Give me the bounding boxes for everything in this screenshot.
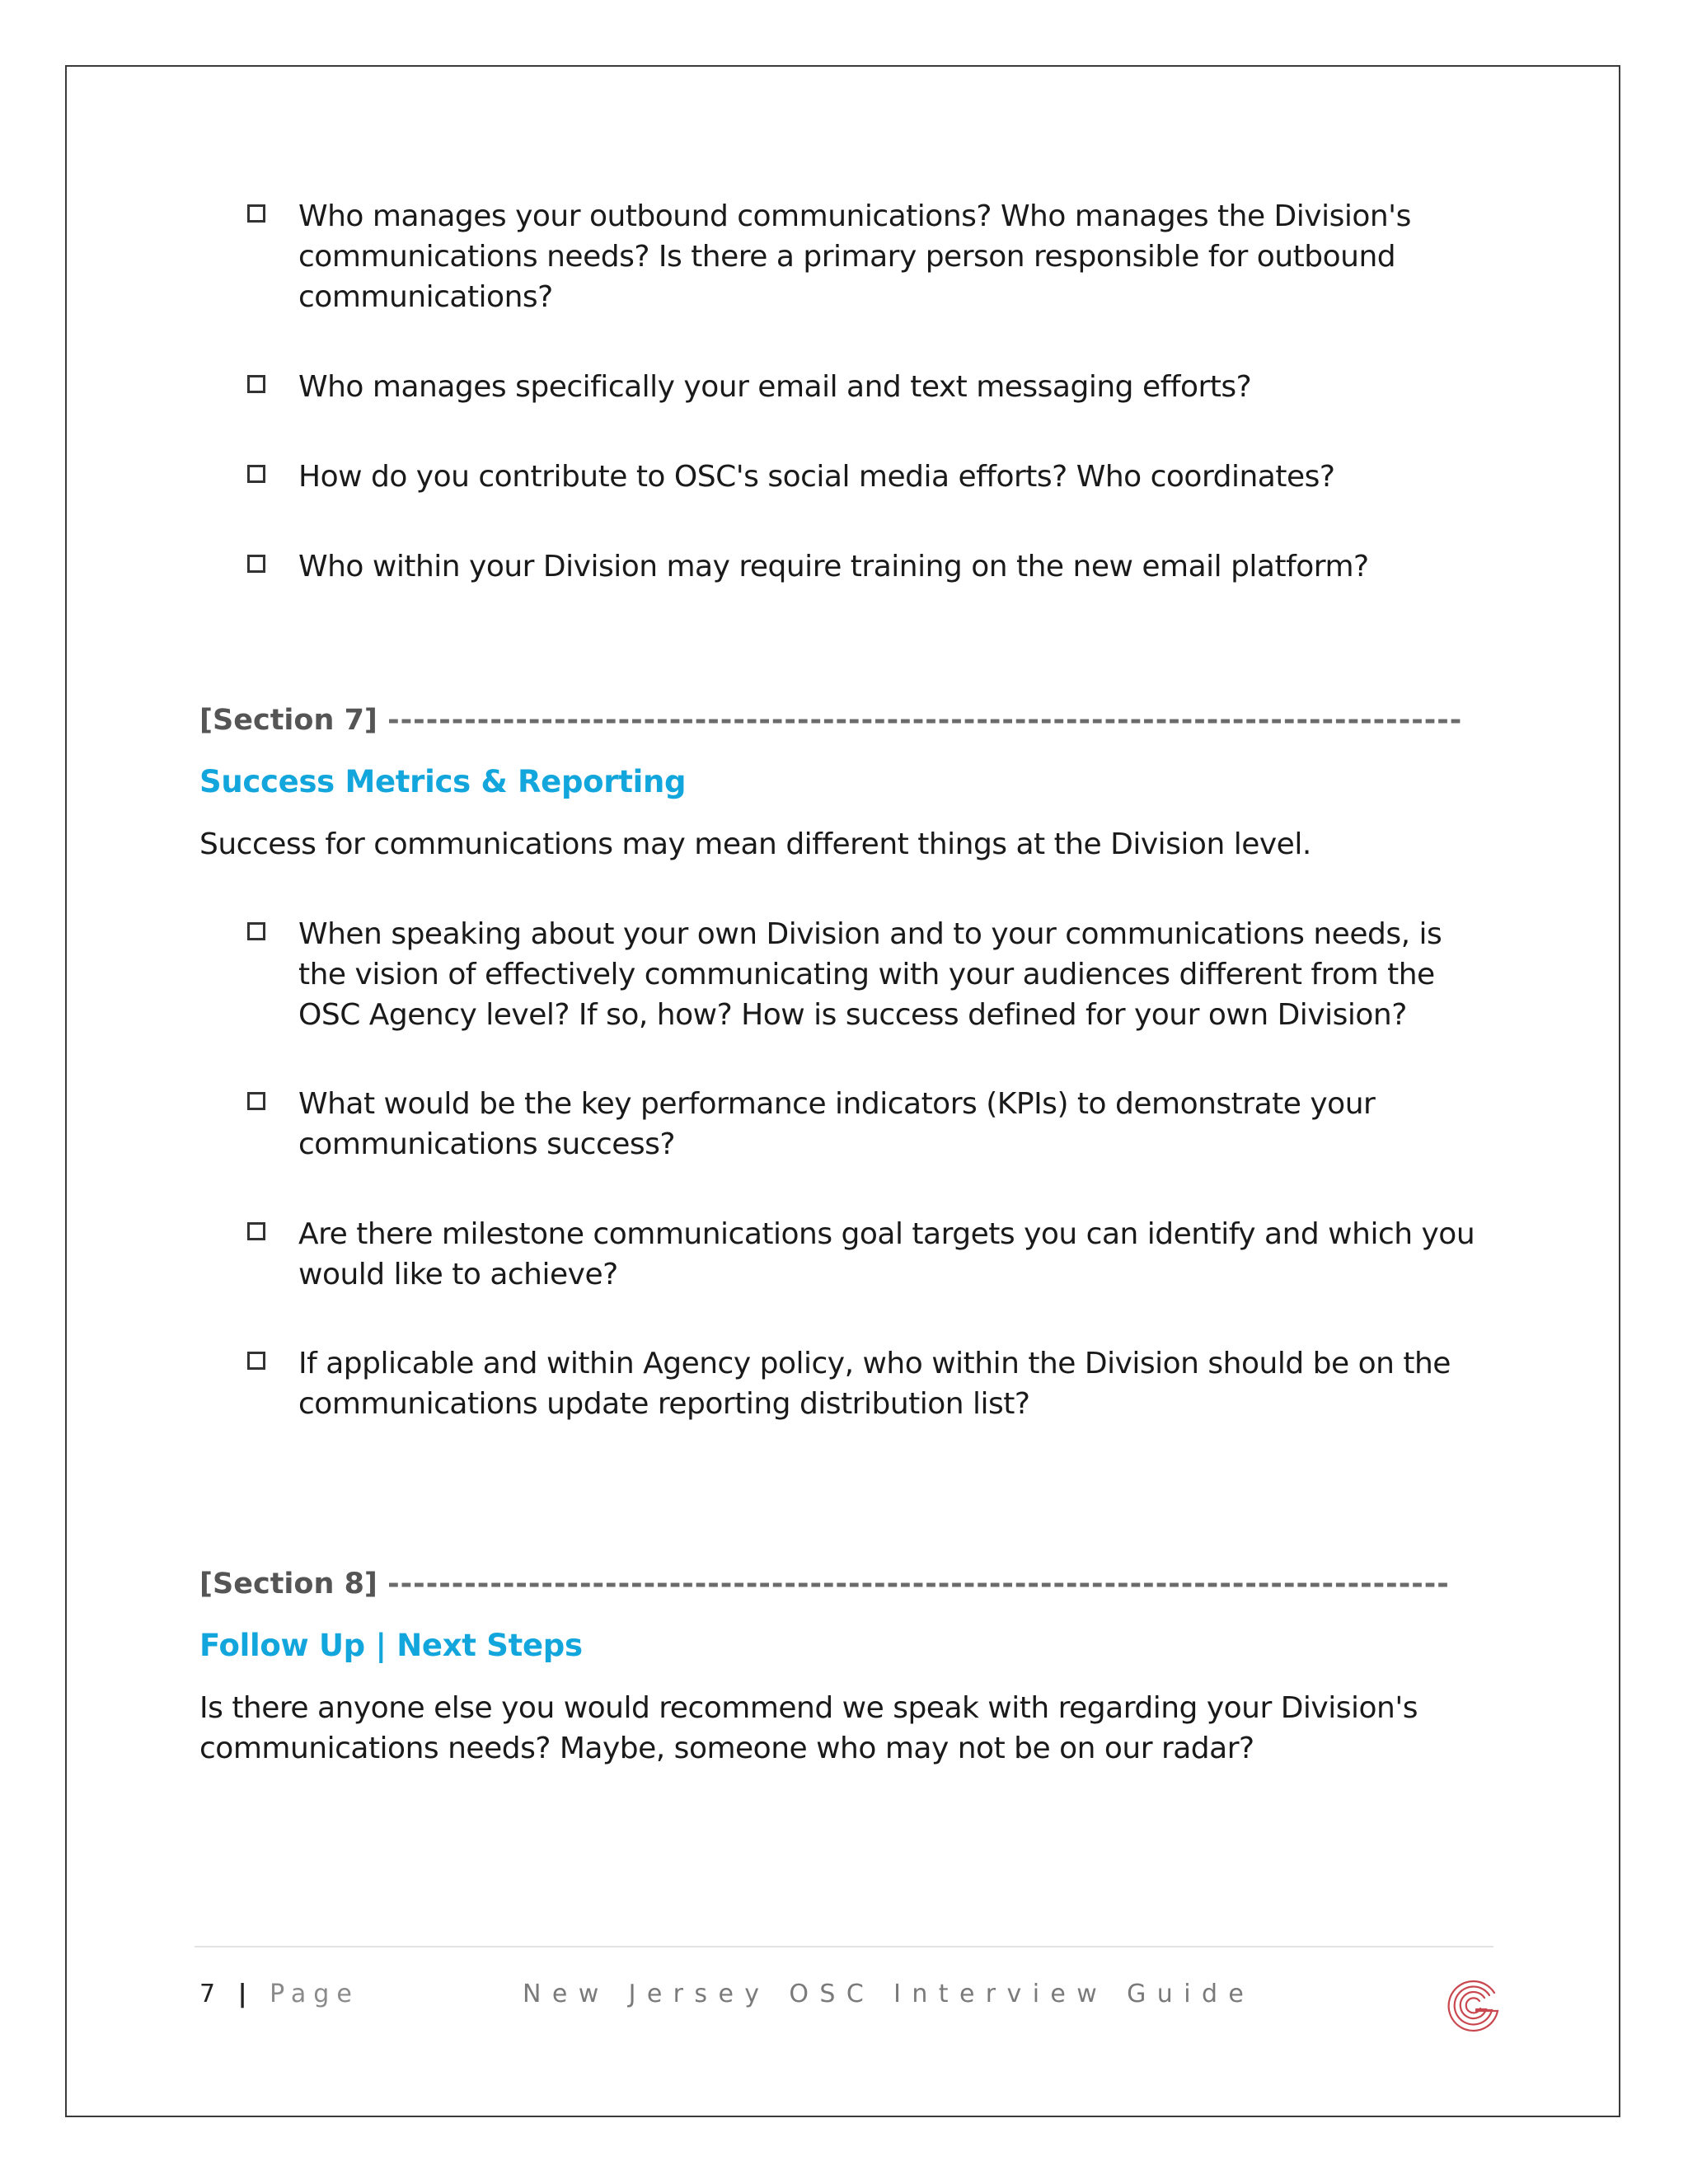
question-text: Are there milestone communications goal targets you can identify and which you would like to achieve? [298, 1217, 1475, 1291]
question-text: How do you contribute to OSC's social media efforts? Who coordinates? [298, 460, 1335, 494]
section-8-title: Follow Up | Next Steps [199, 1628, 583, 1663]
question-text: Who within your Division may require training on the new email platform? [298, 550, 1369, 583]
checkbox-icon [247, 1092, 265, 1110]
question-text: Who manages your outbound communications? Who manages the Division's communications needs? Is there a primary person responsible for outbound communications? [298, 199, 1411, 314]
footer-divider [195, 1946, 1493, 1947]
checkbox-icon [247, 204, 265, 223]
footer-page-number [199, 1978, 359, 2011]
checkbox-icon [247, 375, 265, 393]
question-text: When speaking about your own Division and to your communications needs, is the vision of effectively communicating with your audiences different from the OSC Agency level? If so, how? How is success defined for your own Division? [298, 917, 1442, 1032]
section-8-label [199, 1563, 1485, 1605]
section-8-tag: [Section 8] [199, 1568, 377, 1601]
checkbox-icon [247, 465, 265, 483]
checkbox-icon [247, 1352, 265, 1370]
page-separator: | [237, 1980, 255, 2008]
question-text: Who manages specifically your email and text messaging efforts? [298, 370, 1252, 404]
section-7-tag: [Section 7] [199, 704, 377, 737]
section-8-dashes: ----------------------------------------------------------------------------------- [387, 1568, 1450, 1601]
section-7-intro: Success for communications may mean different things at the Division level. [199, 827, 1311, 861]
footer-doc-title: New Jersey OSC Interview Guide [523, 1980, 1255, 2008]
page-label: Page [270, 1980, 359, 2008]
section-8-body: Is there anyone else you would recommend we speak with regarding your Division's communications needs? Maybe, someone who may not be on our radar? [199, 1691, 1418, 1765]
checkbox-icon [247, 922, 265, 940]
question-text: What would be the key performance indicators (KPIs) to demonstrate your communications success? [298, 1087, 1376, 1161]
checkbox-icon [247, 555, 265, 573]
question-text: If applicable and within Agency policy, who within the Division should be on the communications update reporting distribution list? [298, 1347, 1451, 1421]
section-7-label [199, 700, 1485, 741]
section-7-dashes: ------------------------------------------------------------------------------------ [387, 704, 1463, 737]
checkbox-icon [247, 1222, 265, 1240]
section-7-title: Success Metrics & Reporting [199, 764, 687, 799]
g-circle-logo-icon [1443, 1975, 1506, 2037]
page-number: 7 [199, 1980, 223, 2008]
